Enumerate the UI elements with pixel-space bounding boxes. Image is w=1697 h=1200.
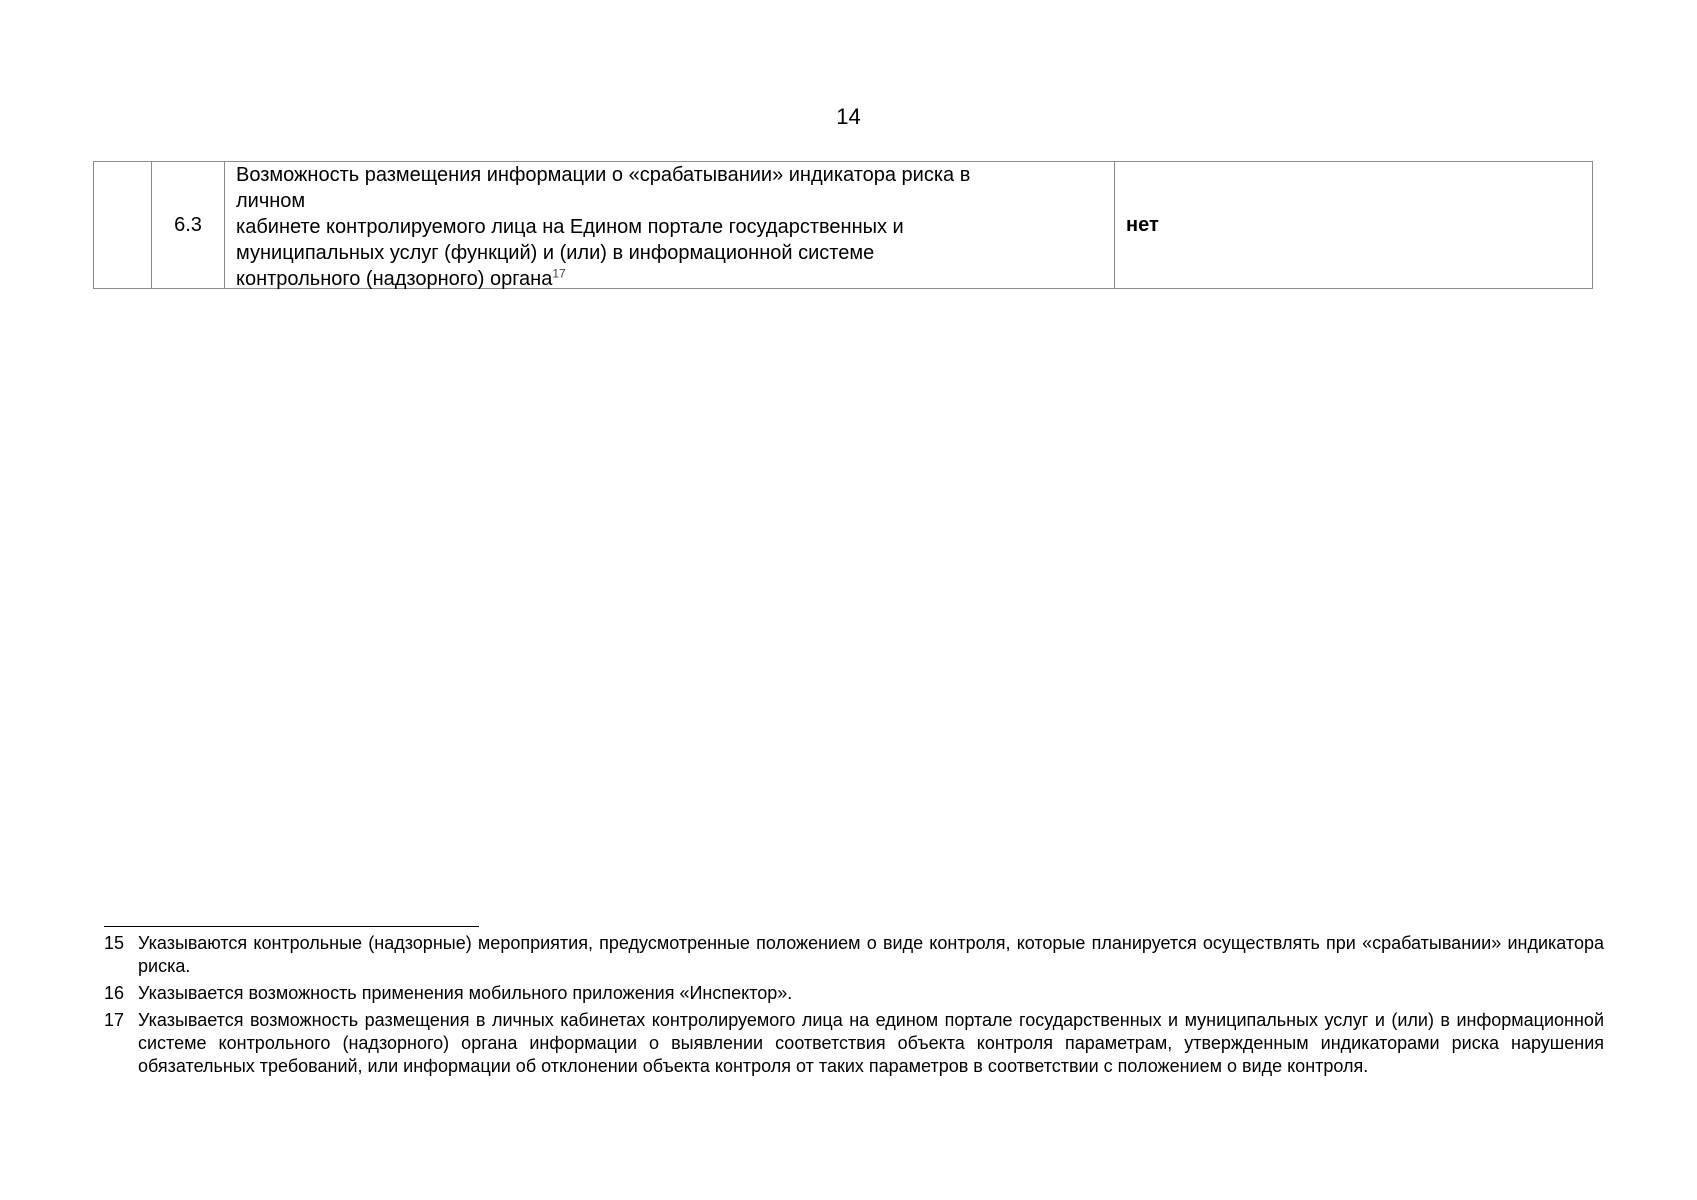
row-value: нет [1126,214,1159,236]
table-row [93,161,1593,289]
footnote-number: 16 [104,983,125,1003]
description-line-text: контрольного (надзорного) органа [236,268,553,290]
footnote-separator [104,926,479,927]
footnote-reference[interactable]: 17 [552,266,566,281]
description-line: муниципальных услуг (функций) и (или) в информационной системе [236,242,875,264]
footnote [104,932,1604,978]
row-value-cell [1115,162,1592,288]
footnote-text: Указывается возможность размещения в личных кабинетах контролируемого лица на едином портале государственных и муниципальных услуг и (или) в информационной системе контрольного (надзорного) органа информации о выявлении соответствия объекта контроля параметрам, утвержденным индикаторами риска нарушения обязательных требований, или информации об отклонении объекта контроля от таких параметров в соответствии с положением о виде контроля. [138,1010,1604,1076]
empty-cell [94,162,152,288]
footnote-number: 15 [104,933,125,953]
footnote [104,1009,1604,1078]
row-number: 6.3 [174,214,202,236]
description-line [236,266,1106,292]
footnote [104,982,1604,1005]
description-line: личном [236,190,306,212]
description-line: кабинете контролируемого лица на Едином портале государственных и [236,216,904,238]
row-description-cell [225,162,1115,288]
footnote-number: 17 [104,1010,125,1030]
description-line: Возможность размещения информации о «срабатывании» индикатора риска в [236,164,971,186]
row-number-cell [152,162,225,288]
footnotes [104,932,1604,1082]
footnote-text: Указывается возможность применения мобильного приложения «Инспектор». [138,983,793,1003]
page-number: 14 [836,104,861,129]
footnote-text: Указываются контрольные (надзорные) мероприятия, предусмотренные положением о виде контроля, которые планируется осуществлять при «срабатывании» индикатора риска. [138,933,1604,976]
